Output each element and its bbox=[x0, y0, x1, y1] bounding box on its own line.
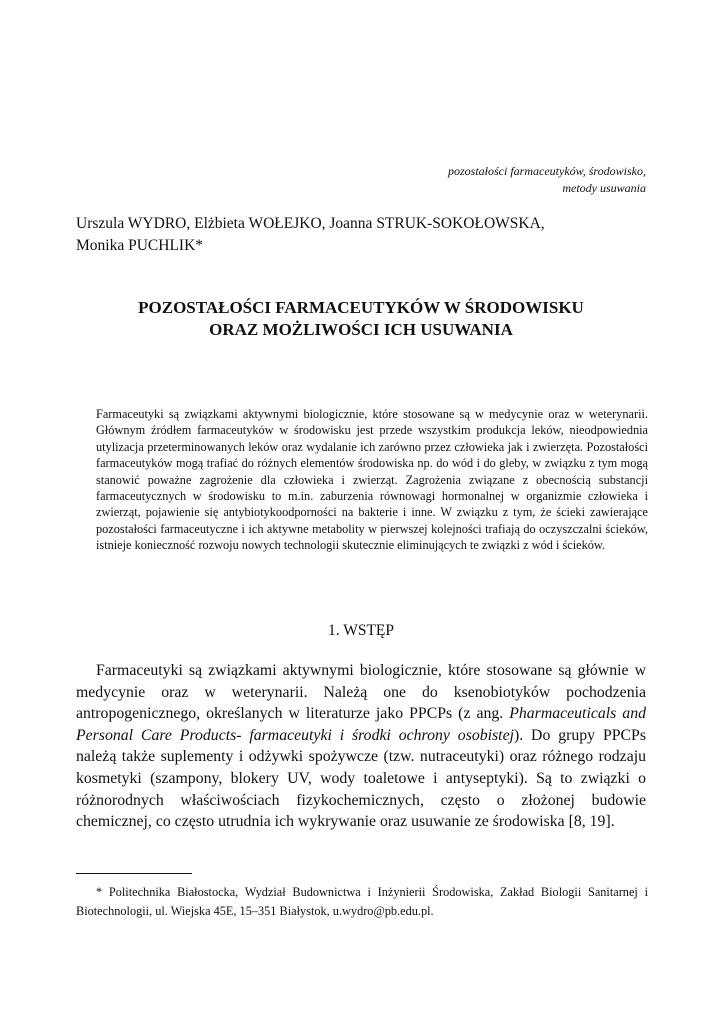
paper-title bbox=[76, 297, 646, 341]
section-heading: 1. WSTĘP bbox=[327, 622, 395, 639]
abstract: Farmaceutyki są związkami aktywnymi biologicznie, które stosowane są w medycynie oraz w weterynarii. Głównym źródłem farmaceutyków w środowisku jest przede wszystkim produkcja leków, nieodpowiednia utylizacja przeterminowanych leków oraz wydalanie ich zarówno przez człowieka jak i zwierzęta. Pozostałości farmaceutyków mogą trafiać do różnych elementów środowiska np. do wód i do gleby, w związku z tym mogą stanowić poważne zagrożenie dla człowieka i zwierząt. Zagrożenia związane z obecnością substancji farmaceutycznych w środowisku to m.in. zaburzenia równowagi hormonalnej w organizmie człowieka i zwierząt, pojawienie się antybiotykoodporności na bakterie i inne. W związku z tym, że ścieki zawierające pozostałości farmaceutyczne i ich aktywne metabolity w pierwszej kolejności trafiają do oczyszczalni ścieków, istnieje konieczność rozwoju nowych technologii skutecznie eliminujących te związki z wód i ścieków. bbox=[96, 407, 648, 553]
authors-line: Monika PUCHLIK* bbox=[76, 237, 204, 254]
authors-line: Urszula WYDRO, Elżbieta WOŁEJKO, Joanna STRUK-SOKOŁOWSKA, bbox=[76, 215, 545, 232]
title-line: POZOSTAŁOŚCI FARMACEUTYKÓW W ŚRODOWISKU bbox=[138, 298, 584, 317]
body-paragraph bbox=[76, 660, 646, 833]
footnote: * Politechnika Białostocka, Wydział Budownictwa i Inżynierii Środowiska, Zakład Biologii Sanitarnej i Biotechnologii, ul. Wiejska 45E, 15–351 Białystok, u.wydro@pb.edu.pl. bbox=[76, 885, 648, 918]
paragraph-italic-term: Pharmaceuticals and Personal Care Products- farmaceutyki i środki ochrony osobistej bbox=[76, 705, 646, 744]
keywords-line: pozostałości farmaceutyków, środowisko, bbox=[448, 164, 646, 178]
paragraph-text: ). Do grupy PPCPs należą także suplementy i odżywki spożywcze (tzw. nutraceutyki) oraz różnego rodzaju kosmetyki (szampony, blokery UV, wody toaletowe i antyseptyki). Są to związki o różnorodnych właściwościach fizykochemicznych, często o złożonej budowie chemicznej, co często utrudnia ich wykrywanie oraz usuwanie ze środowiska [8, 19]. bbox=[76, 726, 646, 831]
keywords bbox=[286, 163, 646, 197]
keywords-line: metody usuwania bbox=[562, 181, 646, 195]
title-line: ORAZ MOŻLIWOŚCI ICH USUWANIA bbox=[209, 320, 513, 339]
authors bbox=[76, 213, 656, 257]
footnote-divider bbox=[76, 873, 192, 874]
paragraph-text: Farmaceutyki są związkami aktywnymi biologicznie, które stosowane są głównie w medycynie oraz w weterynarii. Należą one do ksenobiotyków pochodzenia antropogenicznego, określanych w literaturze jako PPCPs (z ang. bbox=[76, 662, 646, 723]
